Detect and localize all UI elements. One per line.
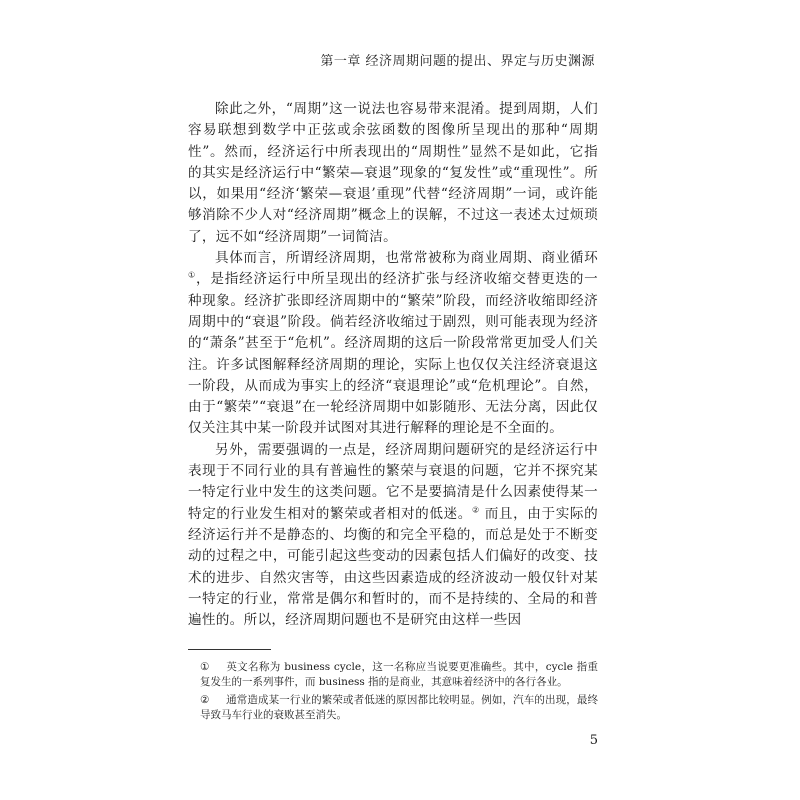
paragraph-text-continued: 而且，由于实际的经济运行并不是静态的、均衡的和完全平稳的，而总是处于不断变动的过程之中，可能引起这些变动的因素包括人们偏好的改变、技术的进步、自然灾害等，由这些因素造成的经济波动一般仅针对某一特定的行业，常常是偶尔和暂时的，而不是持续的、全局的和普遍性的。所以，经济周期问题也不是研究由这样一些因 [188, 505, 598, 629]
running-header: 第一章 经济周期问题的提出、界定与历史渊源 [320, 54, 595, 69]
paragraph-3 [188, 440, 598, 632]
footnote-1 [200, 660, 598, 690]
paragraph-1 [188, 99, 598, 248]
footnote-ref-2[interactable]: ② [471, 505, 480, 515]
footnote-2 [200, 693, 598, 723]
footnote-ref-1[interactable]: ① [188, 270, 196, 280]
footnote-mark: ② [200, 694, 210, 706]
footnote-text: 通常造成某一行业的繁荣或者低迷的原因都比较明显。例如，汽车的出现，最终导致马车行业的衰败甚至消失。 [200, 694, 598, 721]
paragraph-text-continued: ，是指经济运行中所呈现出的经济扩张与经济收缩交替更迭的一种现象。经济扩张即经济周期中的“繁荣”阶段，而经济收缩即经济周期中的“衰退”阶段。倘若经济收缩过于剧烈，则可能表现为经济的“萧条”甚至于“危机”。经济周期的这后一阶段常常更加受人们关注。许多试图解释经济周期的理论，实际上也仅仅关注经济衰退这一阶段，从而成为事实上的经济“衰退理论”或“危机理论”。自然，由于“繁荣”“衰退”在一轮经济周期中如影随形、无法分离，因此仅仅关注其中某一阶段并试图对其进行解释的理论是不全面的。 [188, 271, 598, 437]
paragraph-2 [188, 248, 598, 440]
footnote-divider [188, 649, 271, 650]
body-text [188, 99, 598, 631]
footnote-text: 英文名称为 business cycle，这一名称应当说要更准确些。其中，cycle 指重复发生的一系列事件，而 business 指的是商业，其意味着经济中的各行各业。 [200, 661, 598, 688]
footnote-mark: ① [200, 661, 210, 673]
paragraph-text: 具体而言，所谓经济周期，也常常被称为商业周期、商业循环 [215, 250, 598, 267]
paragraph-text: 除此之外，“周期”这一说法也容易带来混淆。提到周期，人们容易联想到数学中正弦或余弦函数的图像所呈现出的那种“周期性”。然而，经济运行中所表现出的“周期性”显然不是如此，它指的其实是经济运行中“繁荣—衰退”现象的“复发性”或“重现性”。所以，如果用“经济‘繁荣—衰退’重现”代替“经济周期”一词，或许能够消除不少人对“经济周期”概念上的误解，不过这一表述太过烦琐了，远不如“经济周期”一词简洁。 [188, 101, 598, 245]
page-number: 5 [589, 733, 598, 748]
footnotes [200, 660, 598, 726]
paragraph-text: 另外，需要强调的一点是，经济周期问题研究的是经济运行中表现于不同行业的具有普遍性的繁荣与衰退的问题，它并不探究某一特定行业中发生的这类问题。它不是要搞清是什么因素使得某一特定的行业发生相对的繁荣或者相对的低迷。 [188, 441, 598, 522]
